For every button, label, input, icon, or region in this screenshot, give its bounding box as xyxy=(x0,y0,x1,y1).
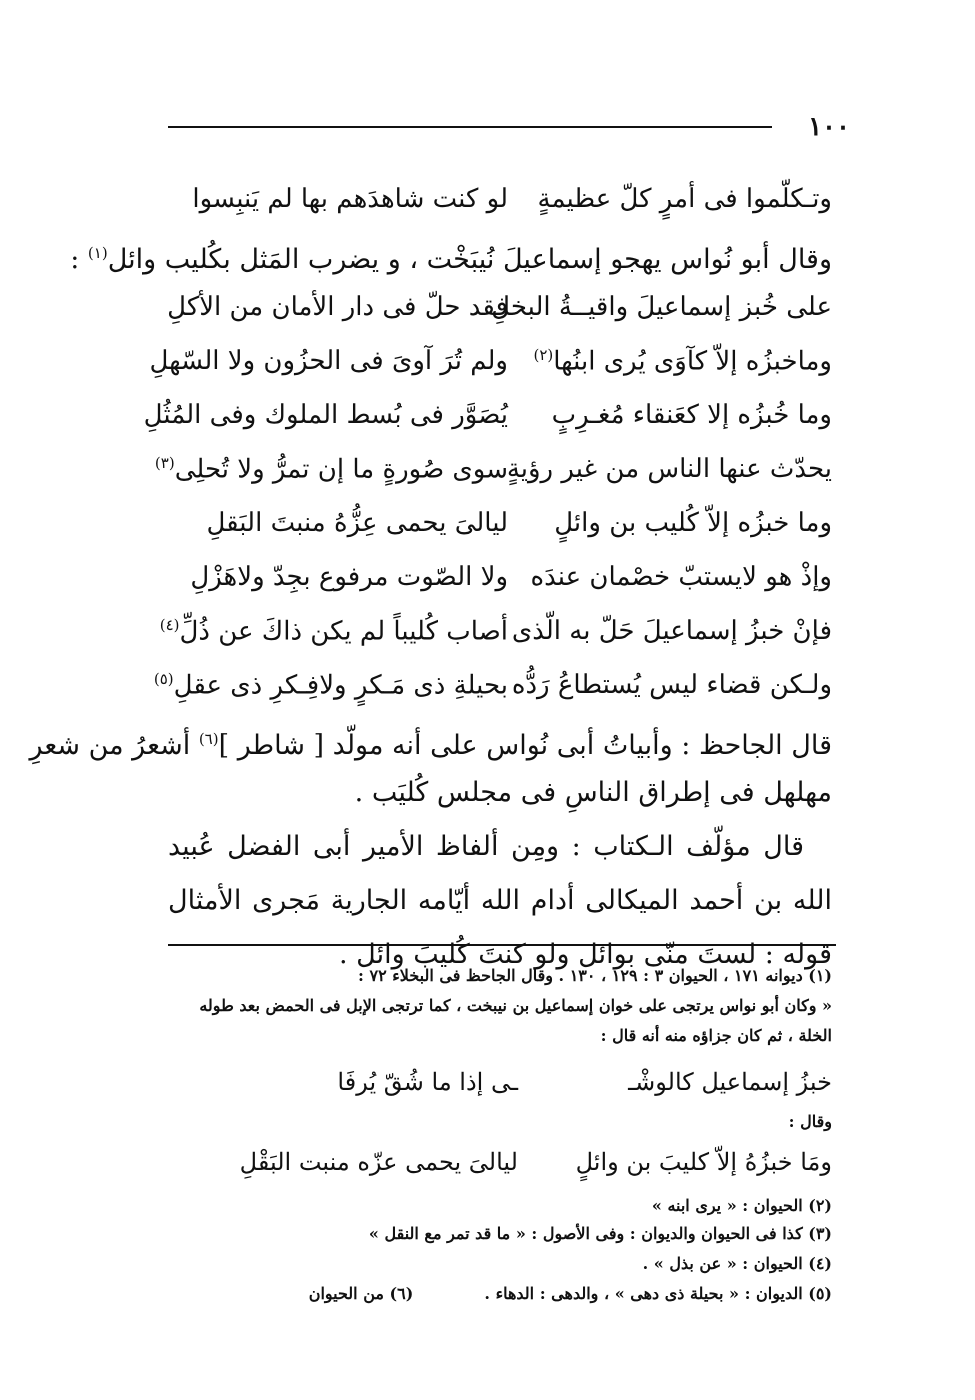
poem-verse xyxy=(154,442,832,496)
verse-hemistich-second: يُصَوَّر فى بُسط الملوك وفى المُثُلِ xyxy=(143,400,508,430)
intro-verse xyxy=(168,172,832,226)
intro-line-end: : xyxy=(70,244,88,275)
footnote-ref-3: (٣) xyxy=(154,454,175,472)
verse-hemistich-first: وتـكلّموا فى أمرٍ كلّ عظيمةٍ xyxy=(537,184,832,214)
footnote-rule xyxy=(168,944,836,946)
verse-text: سوى صُورةٍ ما إن تمرُّ ولا تُحلِى xyxy=(174,454,508,485)
footnote-ref-4: (٤) xyxy=(159,616,180,634)
verse-hemistich-second: ولا الصّوت مرفوع بجِدّ ولاهَزْلِ xyxy=(190,562,508,592)
verse-hemistich-second: ولم تُرَ آوىَ فى الحزُون ولا السّهلِ xyxy=(149,346,508,376)
verse-hemistich-first: على خُبز إسماعيلَ واقيــةُ البخلِ xyxy=(491,292,832,322)
verse-text: أصاب كُليباً لم يكن ذاكَ عن ذُلِّ xyxy=(179,616,508,647)
verse-hemistich-second: ـى إذا ما شُقّ يُرفَا xyxy=(337,1068,518,1096)
header-rule xyxy=(168,126,772,128)
verse-hemistich-second xyxy=(159,616,508,647)
verse-text: وماخبزُه إلاّ كآوَى يُرى ابنُها xyxy=(553,346,832,377)
footnote-verse xyxy=(168,1060,832,1108)
footnote-1-line-3: الخلة ، ثم كان جزاؤه منه أنه قال : xyxy=(600,1026,832,1045)
verse-hemistich-first: ولـكن قضاء ليس يُستطاعُ رَدُّه xyxy=(511,670,832,700)
verse-hemistich-second: فقد حلّ فى دار الأمان من الأكلِ xyxy=(167,292,508,322)
footnote-ref-5: (٥) xyxy=(153,670,174,688)
author-paragraph: قال مؤلّف الـكتاب : ومِن ألفاظ الأمير أبى الفضل عُبيد الله بن أحمد الميكالى أدام الله أيّامه الجارية مَجرى الأمثال قوله : لستَ منّى بوائل ولو كنتَ كُليبَ وائل . xyxy=(168,831,832,970)
footnote-verse xyxy=(168,1140,832,1188)
verse-hemistich-first: فإنْ خبزُ إسماعيلَ حَلّ به الّذى xyxy=(511,616,832,646)
footnote-3: (٣) كذا فى الحيوان والديوان : وفى الأصول : « ما قد تمر مع النقل » xyxy=(368,1224,832,1243)
footnote-5-and-6 xyxy=(168,1284,832,1303)
verse-hemistich-first: وما خُبزُه إلا كعَنقاء مُغـرِبٍ xyxy=(551,400,832,430)
verse-hemistich-first: وما خبزُه إلاّ كُليب بن وائلٍ xyxy=(554,508,832,538)
verse-hemistich-second xyxy=(153,670,508,701)
verse-hemistich-first: وإذْ هو لايستبّ خصْمان عندَه xyxy=(530,562,832,592)
poem-verse xyxy=(168,280,832,334)
verse-hemistich-second: ليالىَ يحمى عزّه منبت البَقْلِ xyxy=(239,1148,518,1176)
verse-text: بحيلةِ ذى مَـكرٍ ولافِـكرِ ذى عقلِ xyxy=(173,670,508,701)
footnote-1-line-2: « وكان أبو نواس يرتجى على خوان إسماعيل بن نيبخت ، كما ترتجى الإبل فى الحمض بعد طوله xyxy=(199,996,832,1015)
intro-line-text: وقال أبو نُواس يهجو إسماعيلَ نُيبَخْت ، و يضرب المَثل بكُليب وائل xyxy=(107,244,832,275)
verse-hemistich-second xyxy=(154,454,508,485)
jahiz-comment-line-2: مهلهل فى إطراق الناسِ فى مجلس كُليَب . xyxy=(354,777,832,808)
jahiz-text-end: أشعرُ من شعرِ xyxy=(29,730,199,761)
footnote-4: (٤) الحيوان : « عن بذل » . xyxy=(642,1254,832,1273)
verse-hemistich-first xyxy=(524,346,832,377)
footnote-5: (٥) الديوان : « بحيلة ذى دهى » ، والدهى : الدهاء . xyxy=(484,1284,832,1303)
poem-verse xyxy=(168,496,832,550)
footnote-ref-6: (٦) xyxy=(198,730,219,748)
verse-hemistich-first: يحدّث عنها الناس من غير رؤيةٍ xyxy=(506,454,832,484)
footnote-1-wa-qal: وقال : xyxy=(788,1112,832,1131)
footnote-ref-1: (١) xyxy=(87,244,108,262)
jahiz-text: قال الجاحظ : وأبياتُ أبى نُواس على أنه مولّد [ شاطر ] xyxy=(218,730,832,761)
verse-hemistich-first: خبزُ إسماعيل كالوشْـ xyxy=(628,1068,832,1096)
footnote-6: (٦) من الحيوان xyxy=(308,1284,414,1303)
poem-verse xyxy=(168,550,832,604)
footnote-1-line-1: (١) ديوانه ١٧١ ، الحيوان ٣ : ١٢٩ ، ١٣٠ . وقال الجاحظ فى البخلاء ٧٢ : xyxy=(358,966,832,985)
footnote-2: (٢) الحيوان : « يرى ابنه » xyxy=(651,1196,832,1215)
footnote-ref-2: (٢) xyxy=(533,346,554,364)
verse-hemistich-first: ومَا خبزُهُ إلاّ كليبَ بن وائلٍ xyxy=(575,1148,832,1176)
poem-verse xyxy=(143,388,832,442)
verse-hemistich-second: ليالىَ يحمى عِزُّهُ منبتَ البَقلِ xyxy=(206,508,508,538)
jahiz-comment-line-1 xyxy=(29,712,832,773)
intro-line xyxy=(70,226,832,287)
poem-verse xyxy=(153,658,832,712)
page-number: ١٠٠ xyxy=(808,112,850,142)
poem-verse xyxy=(159,604,832,658)
verse-hemistich-second: لو كنت شاهدَهم بها لم يَنبِسوا xyxy=(192,184,508,214)
poem-verse xyxy=(149,334,832,388)
